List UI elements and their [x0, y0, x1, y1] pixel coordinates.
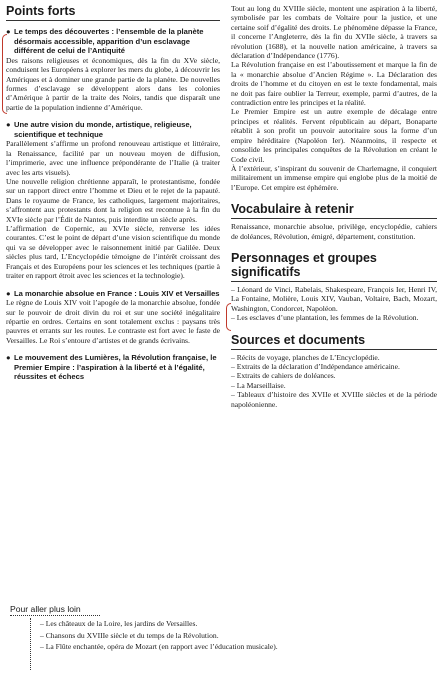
- dotted-vertical-rule: [30, 618, 33, 670]
- block-monarchie: [6, 289, 220, 346]
- vocab-text: Renaissance, monarchie absolue, privilège, encyclopédie, cahiers de doléances, Révolution, émigré, département, constitution.: [231, 222, 437, 241]
- right-column: [231, 4, 437, 409]
- bullet-icon: ●: [6, 120, 11, 130]
- vocab-section: [231, 202, 437, 241]
- source-item: – Extraits de la déclaration d’Indépendance américaine.: [231, 361, 400, 371]
- bullet-icon: ●: [6, 353, 11, 363]
- block-title: ● Le temps des découvertes : l’ensemble de la planète désormais accessible, apparition d’un esclavage différent de celui de l’Antiquité: [6, 27, 204, 56]
- block-text: Parallèlement s’affirme un profond renouveau artistique et littéraire, la Renaissance, facilité par un nouveau moyen de diffusion, l’imprimerie, avec une influence prépondérante de l’Italie (à traiter avec les arts visuels).: [6, 139, 220, 177]
- sources-section: [231, 333, 437, 409]
- source-item: – La Marseillaise.: [231, 380, 286, 390]
- people-text: – Léonard de Vinci, Rabelais, Shakespeare, François Ier, Henri IV, La Fontaine, Molière, Louis XIV, Vauban, Voltaire, Bach, Mozart, Washington, Condorcet, Napoléon.: [231, 284, 437, 313]
- source-item: – Tableaux d’histoire des XVIIe et XVIIIe siècles et de la période napoléonienne.: [231, 390, 437, 409]
- section-heading-personnages: Personnages et groupes significatifs: [231, 251, 437, 282]
- red-bracket-marker: [226, 303, 231, 331]
- bullet-icon: ●: [6, 288, 11, 298]
- section-heading-vocabulaire: Vocabulaire à retenir: [231, 202, 437, 219]
- block-title: ● La monarchie absolue en France : Louis XIV et Versailles: [6, 288, 220, 298]
- block-title: ● Le mouvement des Lumières, la Révolution française, le Premier Empire : l’aspiration à la liberté et à l’égalité, réussites et échecs: [6, 353, 217, 382]
- people-section: [231, 251, 437, 323]
- intro-text: À l’extérieur, s’inspirant du souvenir de Charlemagne, il conquiert militairement un immense empire qui englobe plus de la moitié de l’Europe. Cet empire est éphémère.: [231, 163, 437, 192]
- left-column: [6, 4, 220, 382]
- block-text: Des raisons religieuses et économiques, dès la fin du XVe siècle, conduisent les Européens à explorer les mers du globe, à découvrir les Amériques et à dominer une grande partie de la planète. De nouvelles formes d’esclavage se développent alors dans les colonies d’Amérique à partir de la traite des Noirs, tandis que disparaît une partie de la population indienne d’Amérique.: [6, 55, 220, 112]
- source-item: – Récits de voyage, planches de L’Encyclopédie.: [231, 352, 380, 362]
- footer-title: Pour aller plus loin: [10, 604, 81, 614]
- intro-text: La Révolution française en est l’aboutissement et marque la fin de la « monarchie absolue d’Ancien Régime ». La Déclaration des droits de l’homme et du citoyen en est le texte fondamental, mais ne doit pas faire oublier la Terreur, exemple, parmi d’autres, de la contradiction entre les principes et la réalité.: [231, 60, 437, 108]
- footer-item: – La Flûte enchantée, opéra de Mozart (en rapport avec l’éducation musicale).: [40, 642, 278, 651]
- people-text: – Les esclaves d’une plantation, les femmes de la Révolution.: [231, 313, 419, 323]
- footer-items: [40, 618, 430, 653]
- source-item: – Extraits de cahiers de doléances.: [231, 371, 336, 381]
- block-text: Le règne de Louis XIV voit l’apogée de la monarchie absolue, fondée sur le pouvoir de droit divin du roi et sur une société inégalitaire répartie en ordres. Certains en sont totalement exclus : paysans très pauvres et errants sur les routes. Le contraste est fort avec le faste de Versailles. Le Roi s’entoure d’artistes et de grands écrivains.: [6, 298, 220, 345]
- block-lumieres: [6, 353, 220, 382]
- footer-item: – Les châteaux de la Loire, les jardins de Versailles.: [40, 619, 198, 628]
- footer-further-reading: [10, 604, 430, 651]
- block-title: ● Une autre vision du monde, artistique, religieuse, scientifique et technique: [6, 120, 192, 139]
- block-text: Une nouvelle religion chrétienne apparaît, le protestantisme, fondée sur un rapport direct entre l’homme et Dieu et le rejet de la papauté. Dans le royaume de France, les catholiques, largement majoritaires, s’affrontent aux protestants dont la religion est reconnue à la fin du XVIe siècle par l’Édit de Nantes, puis interdite un siècle après.: [6, 177, 220, 224]
- section-heading-sources: Sources et documents: [231, 333, 437, 350]
- intro-text: Tout au long du XVIIIe siècle, montent une aspiration à la liberté, symbolisée par les combats de Voltaire pour la justice, et une certaine soif d’égalité des droits. Le phénomène dépasse la France, il concerne l’Angleterre, dès la fin du XVIIe siècle, à travers sa révolution (1688), et la nouvelle nation américaine, à travers sa déclaration d’Indépendance (1776).: [231, 4, 437, 61]
- section-heading-points-forts: Points forts: [6, 4, 220, 21]
- block-text: L’affirmation de Copernic, au XVIe siècle, renverse les idées courantes. C’est le point de départ d’une vision scientifique du monde qui va se développer avec le raisonnement initié par Galilée. Deux siècles plus tard, L’Encyclopédie témoigne de l’intérêt croissant des Français et des Européens pour les sciences et les techniques (partie à traiter en rapport étroit avec les sciences et la technologie).: [6, 224, 220, 281]
- bullet-icon: ●: [6, 27, 11, 36]
- intro-text: Le Premier Empire est un autre exemple de décalage entre principes et réalités. Fervent républicain au départ, Bonaparte rétablit à son profit un pouvoir autoritaire sous la forme d’un empire héréditaire (Napoléon Ier). Néanmoins, il respecte et consolide les principales conquêtes de la Révolution en créant le Code civil.: [231, 107, 437, 164]
- footer-item: – Chansons du XVIIIe siècle et du temps de la Révolution.: [40, 630, 219, 640]
- block-vision-monde: [6, 120, 220, 280]
- red-bracket-marker: [2, 34, 7, 114]
- sources-list: [231, 353, 437, 409]
- block-decouvertes: [6, 27, 220, 112]
- dotted-divider: [10, 615, 100, 616]
